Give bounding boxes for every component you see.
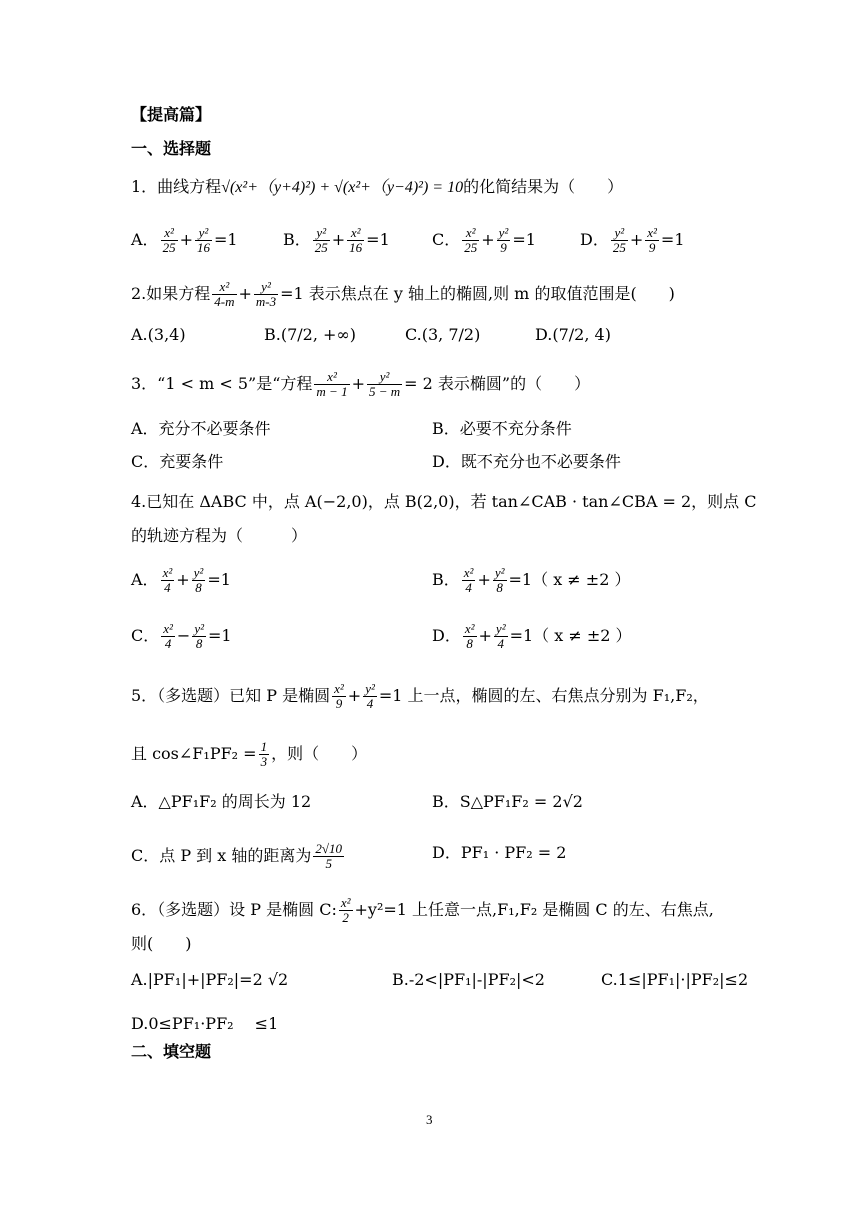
question-3-stem: 3．“1 < m < 5”是“方程 $\frac{\text{x²}}{m - 1}$ + $\frac{\text{y²}}{5 - m}$ = 2 表示椭圆”的（ ）: [131, 369, 591, 399]
q1-option-c: C． $\frac{\text{x²}}{25}$ + $\frac{\text{y²}}{9}$ =1: [432, 225, 536, 255]
question-5-line-2: 且 cos∠F₁PF₂ = $\frac{1}{3}$ ，则（ ）: [131, 739, 368, 769]
q6-option-a: A.|PF₁|+|PF₂|=2 √2: [131, 970, 289, 989]
q1-prefix: 1．曲线方程: [131, 177, 222, 196]
question-6-line-2: 则( ): [131, 934, 192, 953]
question-2-stem: 2.如果方程 $\frac{\text{x²}}{4-m}$ + $\frac{\text{y²}}{m-3}$ =1 表示焦点在 y 轴上的椭圆,则 m 的取值范围是( ): [131, 279, 675, 309]
question-4-line-1: 4.已知在 ΔABC 中，点 A(−2,0)，点 B(2,0)，若 tan∠CAB · tan∠CBA = 2，则点 C: [131, 492, 757, 511]
q1-option-a: A． $\frac{\text{x²}}{25}$ + $\frac{\text{y²}}{16}$ =1: [131, 225, 238, 255]
section-title-fill: 二、填空题: [131, 1042, 212, 1061]
q4-option-b: B． $\frac{\text{x²}}{4}$ + $\frac{\text{y²}}{8}$ =1（ x ≠ ±2 ）: [432, 565, 631, 595]
question-5-line-1: 5．（多选题）已知 P 是椭圆 $\frac{\text{x²}}{9}$ + $\frac{\text{y²}}{4}$ =1 上一点，椭圆的左、右焦点分别为 F₁,F₂，: [131, 681, 709, 711]
q3-option-c: C．充要条件: [131, 452, 224, 471]
q5-option-d: D．PF₁ · PF₂ = 2: [432, 843, 567, 862]
q4-option-c: C． $\frac{\text{x²}}{4}$ − $\frac{\text{y²}}{8}$ =1: [131, 621, 232, 651]
section-title-choice: 一、选择题: [131, 139, 212, 158]
question-6-line-1: 6．（多选题）设 P 是椭圆 C: $\frac{\text{x²}}{2}$ +y²=1 上任意一点,F₁,F₂ 是椭圆 C 的左、右焦点,: [131, 895, 714, 925]
q6-option-c: C.1≤|PF₁|·|PF₂|≤2: [601, 970, 749, 989]
section-header: 【提高篇】: [131, 105, 212, 124]
q3-option-a: A．充分不必要条件: [131, 419, 271, 438]
question-1-stem: [131, 176, 623, 199]
q3-option-b: B．必要不充分条件: [432, 419, 572, 438]
q6-option-b: B.-2<|PF₁|-|PF₂|<2: [392, 970, 545, 989]
question-4-line-2: 的轨迹方程为（ ）: [131, 526, 308, 545]
q2-option-a: A.(3,4): [131, 325, 186, 344]
q1-math: √(x²+（y+4)²) + √(x²+（y−4)²) = 10: [221, 179, 464, 196]
q2-option-d: D.(7/2, 4): [535, 325, 611, 344]
q3-option-d: D．既不充分也不必要条件: [432, 452, 621, 471]
q5-option-a: A．△PF₁F₂ 的周长为 12: [131, 792, 312, 811]
q4-option-a: A． $\frac{\text{x²}}{4}$ + $\frac{\text{y²}}{8}$ =1: [131, 565, 231, 595]
q4-option-d: D． $\frac{\text{x²}}{8}$ + $\frac{\text{y²}}{4}$ =1（ x ≠ ±2 ）: [432, 621, 632, 651]
q1-suffix: 的化简结果为（ ）: [463, 177, 624, 196]
page-number: 3: [426, 1112, 433, 1127]
q6-option-d: D.0≤PF₁·PF₂ ≤1: [131, 1014, 279, 1033]
q2-option-c: C.(3, 7/2): [405, 325, 481, 344]
q1-option-b: B． $\frac{\text{y²}}{25}$ + $\frac{\text{x²}}{16}$ =1: [283, 225, 390, 255]
q5-option-c: C．点 P 到 x 轴的距离为 $\frac{2√10}{5}$: [131, 841, 343, 871]
q5-option-b: B．S△PF₁F₂ = 2√2: [432, 792, 583, 811]
q2-option-b: B.(7/2, +∞): [264, 325, 356, 344]
q1-option-d: D． $\frac{\text{y²}}{25}$ + $\frac{\text{x²}}{9}$ =1: [580, 225, 685, 255]
